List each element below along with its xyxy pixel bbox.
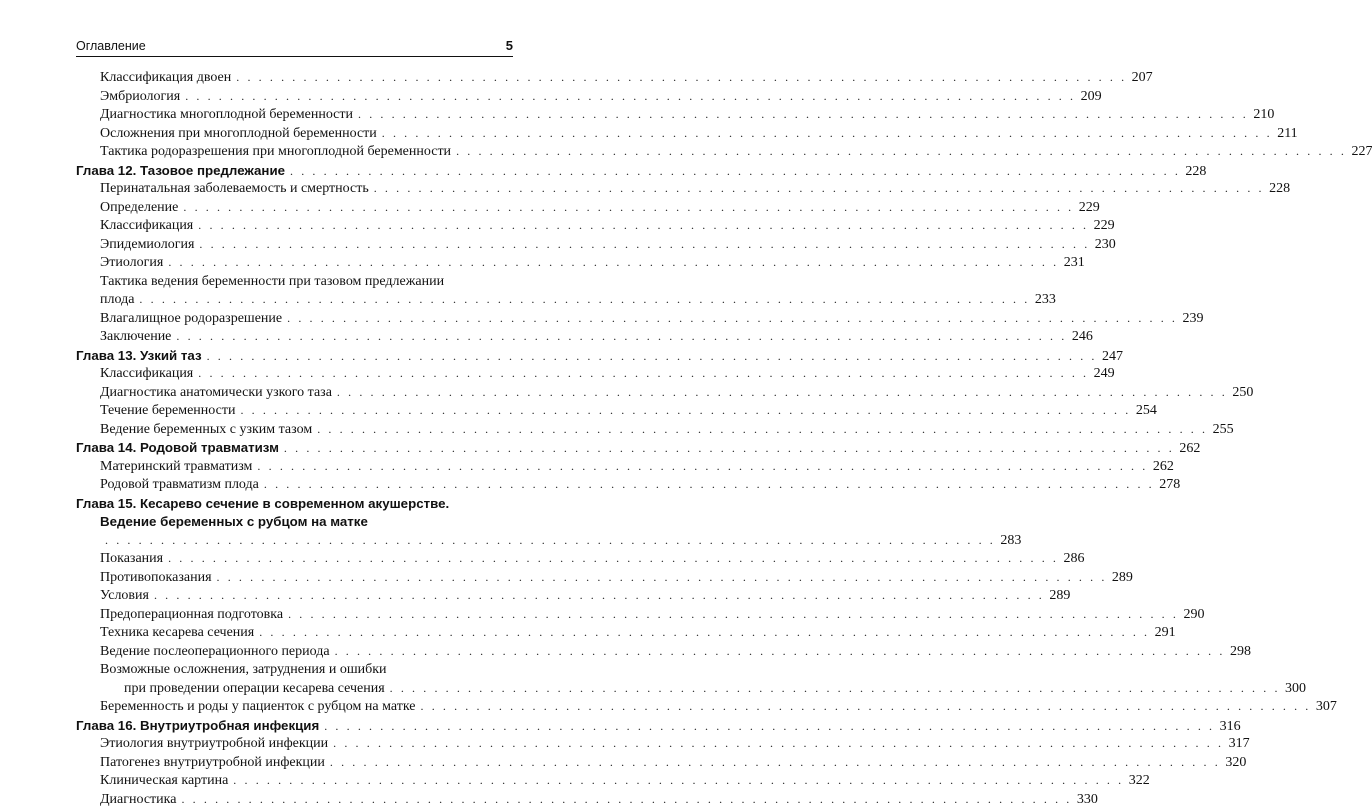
dot-leader: . . . . . . . . . . . . . . . . . . . . . . . . . . . . . . . . . . . . . . . . . . . . . . . . . . . . . . . . . . . . . . . . . . . . . . . . . . . . . . . . (374, 181, 1264, 195)
toc-entry-title: Противопоказания (100, 569, 212, 588)
toc-entry-title: Классификация (100, 365, 193, 384)
dot-leader: . . . . . . . . . . . . . . . . . . . . . . . . . . . . . . . . . . . . . . . . . . . . . . . . . . . . . . . . . . . . . . . . . . . . . . . . . . . . . . . . (168, 255, 1058, 269)
toc-entry-line (76, 199, 513, 218)
toc-page-number: 228 (1269, 180, 1290, 199)
toc-entry-title: Тактика родоразрешения при многоплодной беременности (100, 143, 451, 162)
toc-entry-line (76, 217, 513, 236)
running-header (76, 38, 513, 53)
dot-leader: . . . . . . . . . . . . . . . . . . . . . . . . . . . . . . . . . . . . . . . . . . . . . . . . . . . . . . . . . . . . . . . . . . . . . . . . . . . . . . . . (382, 126, 1272, 140)
toc-page-number: 290 (1183, 606, 1204, 625)
toc-entry-title: Этиология внутриутробной инфекции (100, 735, 328, 754)
toc-page-number: 229 (1094, 217, 1115, 236)
toc-entry-title: Предоперационная подготовка (100, 606, 283, 625)
toc-page-number: 262 (1153, 458, 1174, 477)
toc-page-number: 300 (1285, 680, 1306, 699)
toc-entry-title: при проведении операции кесарева сечения (124, 680, 385, 699)
toc-entry-line (76, 550, 513, 569)
toc-entry-title: Осложнения при многоплодной беременности (100, 125, 377, 144)
dot-leader: . . . . . . . . . . . . . . . . . . . . . . . . . . . . . . . . . . . . . . . . . . . . . . . . . . . . . . . . . . . . . . . . . . . . . . . . . . . . . . . . (207, 349, 1097, 363)
toc-page-number: 230 (1095, 236, 1116, 255)
toc-page-number: 255 (1213, 421, 1234, 440)
toc-entry-line (76, 180, 513, 199)
dot-leader: . . . . . . . . . . . . . . . . . . . . . . . . . . . . . . . . . . . . . . . . . . . . . . . . . . . . . . . . . . . . . . . . . . . . . . . . . . . . . . . . (183, 200, 1073, 214)
dot-leader: . . . . . . . . . . . . . . . . . . . . . . . . . . . . . . . . . . . . . . . . . . . . . . . . . . . . . . . . . . . . . . . . . . . . . . . . . . . . . . . . (330, 755, 1220, 769)
toc-page-number: 322 (1129, 772, 1150, 791)
toc-entry-line (76, 69, 513, 88)
toc-entry-line (76, 421, 513, 440)
toc-page-number: 233 (1035, 291, 1056, 310)
toc-entry-line (76, 735, 513, 754)
toc-entry-line (76, 587, 513, 606)
toc-entry-title: Эмбриология (100, 88, 180, 107)
header-page-number: 5 (506, 38, 513, 53)
toc-entry-title: Материнский травматизм (100, 458, 252, 477)
toc-entry-line (76, 661, 513, 680)
toc-entry-line (76, 791, 513, 809)
toc-entry-title: Родовой травматизм плода (100, 476, 259, 495)
toc-entry-title: Беременность и роды у пациенток с рубцом на матке (100, 698, 416, 717)
toc-page-number: 289 (1112, 569, 1133, 588)
dot-leader: . . . . . . . . . . . . . . . . . . . . . . . . . . . . . . . . . . . . . . . . . . . . . . . . . . . . . . . . . . . . . . . . . . . . . . . . . . . . . . . . (259, 625, 1149, 639)
dot-leader: . . . . . . . . . . . . . . . . . . . . . . . . . . . . . . . . . . . . . . . . . . . . . . . . . . . . . . . . . . . . . . . . . . . . . . . . . . . . . . . . (317, 422, 1207, 436)
toc-entry-title: Ведение беременных с рубцом на матке (100, 513, 368, 532)
toc-entry-title: Тактика ведения беременности при тазовом предлежании (100, 273, 444, 292)
toc-entry-line (76, 88, 513, 107)
toc-entry-line (76, 643, 513, 662)
toc-entry-title: Глава 13. Узкий таз (76, 347, 202, 366)
toc-page-number: 298 (1230, 643, 1251, 662)
dot-leader: . . . . . . . . . . . . . . . . . . . . . . . . . . . . . . . . . . . . . . . . . . . . . . . . . . . . . . . . . . . . . . . . . . . . . . . . . . . . . . . . (154, 588, 1044, 602)
toc-entry-line (76, 569, 513, 588)
toc-page-number: 227 (1351, 143, 1372, 162)
toc-page-number: 246 (1072, 328, 1093, 347)
dot-leader: . . . . . . . . . . . . . . . . . . . . . . . . . . . . . . . . . . . . . . . . . . . . . . . . . . . . . . . . . . . . . . . . . . . . . . . . . . . . . . . . (198, 366, 1088, 380)
dot-leader: . . . . . . . . . . . . . . . . . . . . . . . . . . . . . . . . . . . . . . . . . . . . . . . . . . . . . . . . . . . . . . . . . . . . . . . . . . . . . . . . (181, 792, 1071, 806)
toc-entry-title: Возможные осложнения, затруднения и ошибки (100, 661, 387, 680)
toc-entry-title: Глава 12. Тазовое предлежание (76, 162, 285, 181)
toc-entry-line (76, 365, 513, 384)
toc-entry-line (76, 458, 513, 477)
toc-entry-line (76, 328, 513, 347)
dot-leader: . . . . . . . . . . . . . . . . . . . . . . . . . . . . . . . . . . . . . . . . . . . . . . . . . . . . . . . . . . . . . . . . . . . . . . . . . . . . . . . . (264, 477, 1154, 491)
toc-entry-title: Определение (100, 199, 178, 218)
toc-entry-title: Классификация (100, 217, 193, 236)
dot-leader: . . . . . . . . . . . . . . . . . . . . . . . . . . . . . . . . . . . . . . . . . . . . . . . . . . . . . . . . . . . . . . . . . . . . . . . . . . . . . . . . (217, 570, 1107, 584)
toc-page-number: 307 (1316, 698, 1337, 717)
toc-page-number: 320 (1225, 754, 1246, 773)
dot-leader: . . . . . . . . . . . . . . . . . . . . . . . . . . . . . . . . . . . . . . . . . . . . . . . . . . . . . . . . . . . . . . . . . . . . . . . . . . . . . . . . (257, 459, 1147, 473)
toc-page-number: 229 (1079, 199, 1100, 218)
book-page (0, 0, 600, 750)
toc-entry-title: Техника кесарева сечения (100, 624, 254, 643)
toc-entry-title: Классификация двоен (100, 69, 231, 88)
toc-entry-title: Заключение (100, 328, 171, 347)
toc-page-number: 254 (1136, 402, 1157, 421)
toc-entry-line (76, 624, 513, 643)
toc-entry-title: Ведение беременных с узким тазом (100, 421, 312, 440)
toc-page-number: 250 (1232, 384, 1253, 403)
toc-entry-title: Течение беременности (100, 402, 235, 421)
toc-entry-line (76, 772, 513, 791)
toc-page-number: 316 (1220, 718, 1241, 737)
toc-entry-title: Глава 16. Внутриутробная инфекция (76, 717, 319, 736)
dot-leader: . . . . . . . . . . . . . . . . . . . . . . . . . . . . . . . . . . . . . . . . . . . . . . . . . . . . . . . . . . . . . . . . . . . . . . . . . . . . . . . . (456, 144, 1346, 158)
toc-chapter-line (76, 162, 513, 181)
toc-entry-line (76, 106, 513, 125)
dot-leader: . . . . . . . . . . . . . . . . . . . . . . . . . . . . . . . . . . . . . . . . . . . . . . . . . . . . . . . . . . . . . . . . . . . . . . . . . . . . . . . . (168, 551, 1058, 565)
dot-leader: . . . . . . . . . . . . . . . . . . . . . . . . . . . . . . . . . . . . . . . . . . . . . . . . . . . . . . . . . . . . . . . . . . . . . . . . . . . . . . . . (290, 164, 1180, 178)
toc-entry-line (76, 273, 513, 292)
toc-page-number: 211 (1277, 125, 1297, 144)
toc-entry-title: Влагалищное родоразрешение (100, 310, 282, 329)
dot-leader: . . . . . . . . . . . . . . . . . . . . . . . . . . . . . . . . . . . . . . . . . . . . . . . . . . . . . . . . . . . . . . . . . . . . . . . . . . . . . . . . (199, 237, 1089, 251)
toc-page-number: 239 (1183, 310, 1204, 329)
toc-page-number: 283 (1000, 532, 1021, 551)
dot-leader: . . . . . . . . . . . . . . . . . . . . . . . . . . . . . . . . . . . . . . . . . . . . . . . . . . . . . . . . . . . . . . . . . . . . . . . . . . . . . . . . (390, 681, 1280, 695)
toc-entry-title: Этиология (100, 254, 163, 273)
toc-entry-line (76, 384, 513, 403)
toc-page-number: 317 (1229, 735, 1250, 754)
dot-leader: . . . . . . . . . . . . . . . . . . . . . . . . . . . . . . . . . . . . . . . . . . . . . . . . . . . . . . . . . . . . . . . . . . . . . . . . . . . . . . . . (139, 292, 1029, 306)
toc-page-number: 286 (1064, 550, 1085, 569)
dot-leader: . . . . . . . . . . . . . . . . . . . . . . . . . . . . . . . . . . . . . . . . . . . . . . . . . . . . . . . . . . . . . . . . . . . . . . . . . . . . . . . . (176, 329, 1066, 343)
toc-entry-title: Патогенез внутриутробной инфекции (100, 754, 325, 773)
header-rule (76, 56, 513, 57)
toc-entry-title: Глава 15. Кесарево сечение в современном акушерстве. (76, 495, 449, 514)
toc-entry-title: Показания (100, 550, 163, 569)
dot-leader: . . . . . . . . . . . . . . . . . . . . . . . . . . . . . . . . . . . . . . . . . . . . . . . . . . . . . . . . . . . . . . . . . . . . . . . . . . . . . . . . (236, 70, 1126, 84)
toc-entry-title: Диагностика анатомически узкого таза (100, 384, 332, 403)
toc-chapter-line (76, 439, 513, 458)
dot-leader: . . . . . . . . . . . . . . . . . . . . . . . . . . . . . . . . . . . . . . . . . . . . . . . . . . . . . . . . . . . . . . . . . . . . . . . . . . . . . . . . (333, 736, 1223, 750)
toc-entry-line (76, 513, 513, 532)
toc-chapter-line (76, 347, 513, 366)
toc-entry-line (76, 125, 513, 144)
dot-leader: . . . . . . . . . . . . . . . . . . . . . . . . . . . . . . . . . . . . . . . . . . . . . . . . . . . . . . . . . . . . . . . . . . . . . . . . . . . . . . . . (105, 533, 995, 547)
toc-page-number: 210 (1253, 106, 1274, 125)
toc-entry-line (76, 532, 513, 551)
dot-leader: . . . . . . . . . . . . . . . . . . . . . . . . . . . . . . . . . . . . . . . . . . . . . . . . . . . . . . . . . . . . . . . . . . . . . . . . . . . . . . . . (288, 607, 1178, 621)
toc-page-number: 278 (1159, 476, 1180, 495)
dot-leader: . . . . . . . . . . . . . . . . . . . . . . . . . . . . . . . . . . . . . . . . . . . . . . . . . . . . . . . . . . . . . . . . . . . . . . . . . . . . . . . . (284, 441, 1174, 455)
table-of-contents (76, 69, 513, 809)
toc-page-number: 228 (1185, 163, 1206, 182)
toc-page-number: 247 (1102, 348, 1123, 367)
toc-page-number: 289 (1049, 587, 1070, 606)
toc-entry-line (76, 236, 513, 255)
dot-leader: . . . . . . . . . . . . . . . . . . . . . . . . . . . . . . . . . . . . . . . . . . . . . . . . . . . . . . . . . . . . . . . . . . . . . . . . . . . . . . . . (358, 107, 1248, 121)
dot-leader: . . . . . . . . . . . . . . . . . . . . . . . . . . . . . . . . . . . . . . . . . . . . . . . . . . . . . . . . . . . . . . . . . . . . . . . . . . . . . . . . (240, 403, 1130, 417)
toc-entry-title: Эпидемиология (100, 236, 194, 255)
toc-entry-line (76, 476, 513, 495)
toc-entry-title: Диагностика многоплодной беременности (100, 106, 353, 125)
toc-entry-title: плода (100, 291, 134, 310)
toc-entry-title: Диагностика (100, 791, 176, 809)
dot-leader: . . . . . . . . . . . . . . . . . . . . . . . . . . . . . . . . . . . . . . . . . . . . . . . . . . . . . . . . . . . . . . . . . . . . . . . . . . . . . . . . (337, 385, 1227, 399)
toc-page-number: 231 (1064, 254, 1085, 273)
toc-chapter-line (76, 717, 513, 736)
toc-entry-title: Условия (100, 587, 149, 606)
toc-entry-line (76, 754, 513, 773)
toc-page-number: 262 (1179, 440, 1200, 459)
dot-leader: . . . . . . . . . . . . . . . . . . . . . . . . . . . . . . . . . . . . . . . . . . . . . . . . . . . . . . . . . . . . . . . . . . . . . . . . . . . . . . . . (421, 699, 1311, 713)
header-title: Оглавление (76, 39, 146, 53)
toc-entry-title: Ведение послеоперационного периода (100, 643, 330, 662)
toc-page-number: 291 (1155, 624, 1176, 643)
toc-entry-line (76, 254, 513, 273)
toc-entry-title: Глава 14. Родовой травматизм (76, 439, 279, 458)
toc-page-number: 209 (1081, 88, 1102, 107)
toc-entry-line (76, 143, 513, 162)
toc-entry-line (76, 402, 513, 421)
dot-leader: . . . . . . . . . . . . . . . . . . . . . . . . . . . . . . . . . . . . . . . . . . . . . . . . . . . . . . . . . . . . . . . . . . . . . . . . . . . . . . . . (335, 644, 1225, 658)
toc-chapter-line (76, 495, 513, 514)
dot-leader: . . . . . . . . . . . . . . . . . . . . . . . . . . . . . . . . . . . . . . . . . . . . . . . . . . . . . . . . . . . . . . . . . . . . . . . . . . . . . . . . (198, 218, 1088, 232)
toc-entry-line (76, 291, 513, 310)
toc-entry-title: Перинатальная заболеваемость и смертность (100, 180, 369, 199)
toc-page-number: 249 (1094, 365, 1115, 384)
toc-entry-line (76, 310, 513, 329)
toc-entry-line (76, 698, 513, 717)
toc-page-number: 207 (1132, 69, 1153, 88)
dot-leader: . . . . . . . . . . . . . . . . . . . . . . . . . . . . . . . . . . . . . . . . . . . . . . . . . . . . . . . . . . . . . . . . . . . . . . . . . . . . . . . . (287, 311, 1177, 325)
dot-leader: . . . . . . . . . . . . . . . . . . . . . . . . . . . . . . . . . . . . . . . . . . . . . . . . . . . . . . . . . . . . . . . . . . . . . . . . . . . . . . . . (324, 719, 1214, 733)
toc-entry-line (76, 606, 513, 625)
dot-leader: . . . . . . . . . . . . . . . . . . . . . . . . . . . . . . . . . . . . . . . . . . . . . . . . . . . . . . . . . . . . . . . . . . . . . . . . . . . . . . . . (233, 773, 1123, 787)
toc-entry-title: Клиническая картина (100, 772, 228, 791)
toc-entry-line (76, 680, 513, 699)
dot-leader: . . . . . . . . . . . . . . . . . . . . . . . . . . . . . . . . . . . . . . . . . . . . . . . . . . . . . . . . . . . . . . . . . . . . . . . . . . . . . . . . (185, 89, 1075, 103)
toc-page-number: 330 (1077, 791, 1098, 809)
